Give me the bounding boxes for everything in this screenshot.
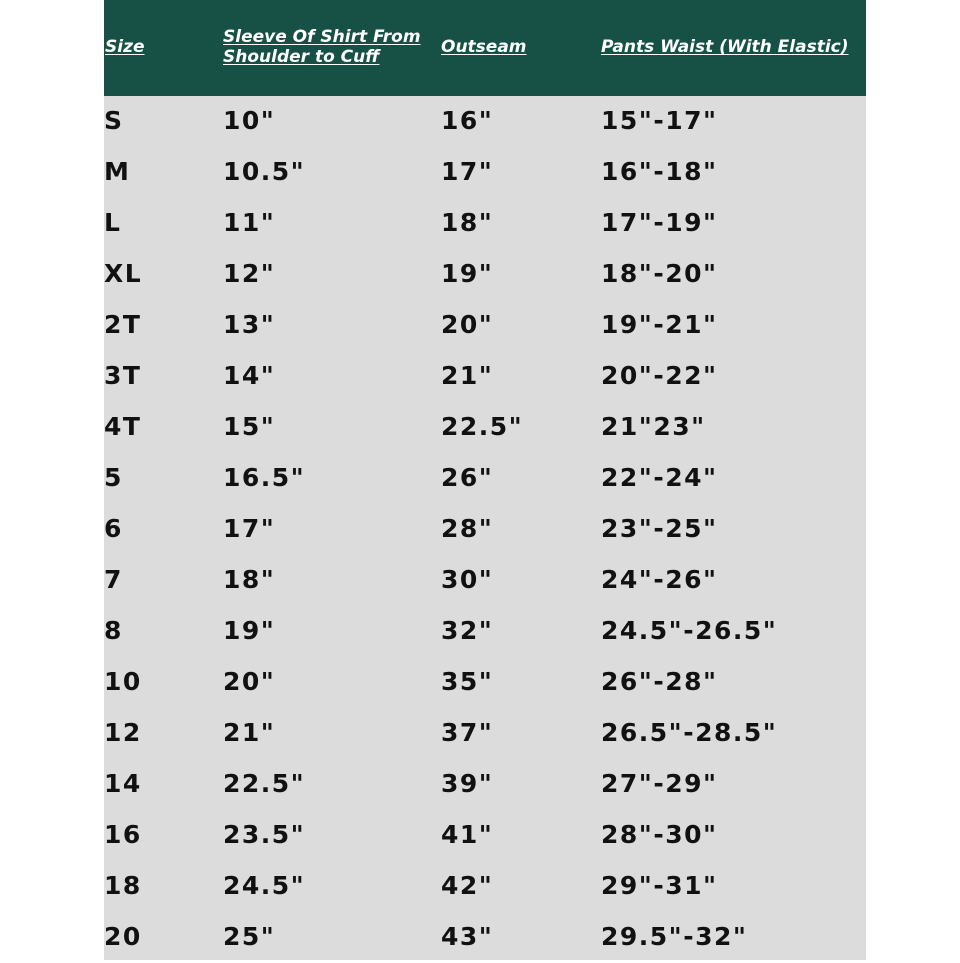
size-cell: L: [104, 208, 122, 237]
table-row: [104, 759, 866, 810]
table-row: [104, 147, 866, 198]
waist-cell: 15"-17": [601, 106, 718, 135]
waist-cell: 28"-30": [601, 820, 718, 849]
sleeve-cell: 10": [223, 106, 276, 135]
table-row: [104, 606, 866, 657]
outseam-cell: 39": [441, 769, 494, 798]
size-cell: 6: [104, 514, 123, 543]
table-row: [104, 912, 866, 963]
size-cell: 20: [104, 922, 142, 951]
outseam-cell: 16": [441, 106, 494, 135]
table-row: [104, 810, 866, 861]
size-cell: S: [104, 106, 124, 135]
table-header: [104, 0, 866, 96]
size-cell: 4T: [104, 412, 142, 441]
outseam-cell: 17": [441, 157, 494, 186]
outseam-cell: 22.5": [441, 412, 524, 441]
outseam-cell: 41": [441, 820, 494, 849]
size-cell: 2T: [104, 310, 142, 339]
table-row: [104, 249, 866, 300]
size-cell: 5: [104, 463, 123, 492]
sleeve-cell: 18": [223, 565, 276, 594]
header-sleeve-line1: Sleeve Of Shirt From: [223, 27, 421, 47]
size-cell: 12: [104, 718, 142, 747]
size-cell: XL: [104, 259, 143, 288]
table-row: [104, 351, 866, 402]
waist-cell: 17"-19": [601, 208, 718, 237]
table-row: [104, 198, 866, 249]
waist-cell: 18"-20": [601, 259, 718, 288]
sleeve-cell: 22.5": [223, 769, 306, 798]
table-body: [104, 96, 866, 963]
outseam-cell: 30": [441, 565, 494, 594]
outseam-cell: 43": [441, 922, 494, 951]
size-cell: 16: [104, 820, 142, 849]
header-sleeve-line2: Shoulder to Cuff: [223, 47, 380, 67]
outseam-cell: 35": [441, 667, 494, 696]
table-row: [104, 453, 866, 504]
sleeve-cell: 23.5": [223, 820, 306, 849]
size-cell: M: [104, 157, 131, 186]
outseam-cell: 37": [441, 718, 494, 747]
sleeve-cell: 20": [223, 667, 276, 696]
sleeve-cell: 21": [223, 718, 276, 747]
table-row: [104, 555, 866, 606]
table-row: [104, 96, 866, 147]
sleeve-cell: 17": [223, 514, 276, 543]
sleeve-cell: 11": [223, 208, 276, 237]
waist-cell: 22"-24": [601, 463, 718, 492]
waist-cell: 20"-22": [601, 361, 718, 390]
size-chart-table: [104, 0, 866, 960]
table-row: [104, 657, 866, 708]
waist-cell: 27"-29": [601, 769, 718, 798]
waist-cell: 29.5"-32": [601, 922, 748, 951]
size-cell: 10: [104, 667, 142, 696]
sleeve-cell: 12": [223, 259, 276, 288]
outseam-cell: 19": [441, 259, 494, 288]
size-cell: 3T: [104, 361, 142, 390]
waist-cell: 23"-25": [601, 514, 718, 543]
header-waist: Pants Waist (With Elastic): [601, 37, 849, 57]
waist-cell: 24"-26": [601, 565, 718, 594]
size-cell: 18: [104, 871, 142, 900]
size-cell: 14: [104, 769, 142, 798]
sleeve-cell: 19": [223, 616, 276, 645]
waist-cell: 21"23": [601, 412, 706, 441]
header-sleeve: [223, 27, 421, 67]
size-cell: 8: [104, 616, 123, 645]
outseam-cell: 20": [441, 310, 494, 339]
outseam-cell: 18": [441, 208, 494, 237]
waist-cell: 16"-18": [601, 157, 718, 186]
sleeve-cell: 10.5": [223, 157, 306, 186]
sleeve-cell: 25": [223, 922, 276, 951]
outseam-cell: 42": [441, 871, 494, 900]
size-cell: 7: [104, 565, 123, 594]
outseam-cell: 32": [441, 616, 494, 645]
outseam-cell: 28": [441, 514, 494, 543]
waist-cell: 19"-21": [601, 310, 718, 339]
sleeve-cell: 13": [223, 310, 276, 339]
header-size: Size: [105, 37, 145, 57]
table-row: [104, 300, 866, 351]
sleeve-cell: 15": [223, 412, 276, 441]
waist-cell: 26"-28": [601, 667, 718, 696]
table-row: [104, 504, 866, 555]
sleeve-cell: 16.5": [223, 463, 306, 492]
waist-cell: 24.5"-26.5": [601, 616, 778, 645]
table-row: [104, 861, 866, 912]
table-row: [104, 708, 866, 759]
outseam-cell: 26": [441, 463, 494, 492]
outseam-cell: 21": [441, 361, 494, 390]
sleeve-cell: 24.5": [223, 871, 306, 900]
header-outseam: Outseam: [441, 37, 527, 57]
waist-cell: 26.5"-28.5": [601, 718, 778, 747]
table-row: [104, 402, 866, 453]
sleeve-cell: 14": [223, 361, 276, 390]
waist-cell: 29"-31": [601, 871, 718, 900]
